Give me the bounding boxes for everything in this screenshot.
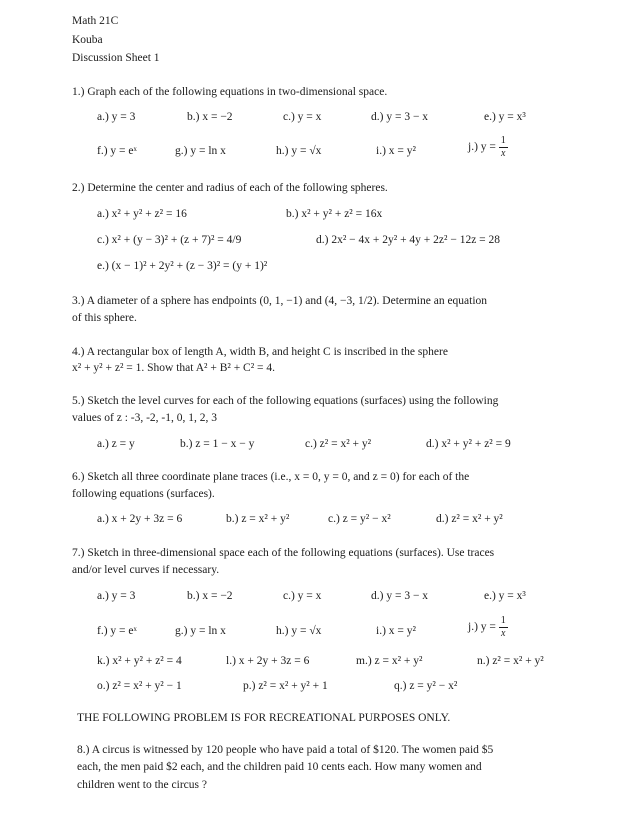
p7-item-j-prefix: j.) y = [468,621,496,634]
p7-item-j [468,616,508,639]
problem-8-line-2: each, the men paid $2 each, and the children paid 10 cents each. How many women and [77,761,482,773]
p2-item-e: e.) (x − 1)² + 2y² + (z − 3)² = (y + 1)² [97,260,268,272]
p2-item-c: c.) x² + (y − 3)² + (z + 7)² = 4/9 [97,234,242,246]
p2-item-d: d.) 2x² − 4x + 2y² + 4y + 2z² − 12z = 28 [316,234,501,246]
p7-item-m: m.) z = x² + y² [356,655,423,667]
p7-item-d: d.) y = 3 − x [371,590,429,602]
problem-6-line-2: following equations (surfaces). [72,488,215,500]
p5-item-d: d.) x² + y² + z² = 9 [426,438,511,450]
p7-item-n: n.) z² = x² + y² [477,655,544,667]
problem-7-line-1: 7.) Sketch in three-dimensional space each of the following equations (surfaces). Use traces [72,547,495,559]
p1-item-b: b.) x = −2 [187,111,233,123]
problem-8-line-3: children went to the circus ? [77,779,207,791]
problem-6-line-1: 6.) Sketch all three coordinate plane traces (i.e., x = 0, y = 0, and z = 0) for each of the [72,471,470,483]
p7-item-q: q.) z = y² − x² [394,680,458,692]
p7-item-a: a.) y = 3 [97,590,136,602]
p1-item-e: e.) y = x³ [484,111,526,123]
p7-item-h: h.) y = √x [276,625,322,637]
p1-item-j-prefix: j.) y = [468,141,496,154]
p1-item-j-numerator: 1 [500,135,506,146]
p1-item-g: g.) y = ln x [175,145,226,157]
problem-4-line-2: x² + y² + z² = 1. Show that A² + B² + C² = 4. [72,362,276,374]
p6-item-a: a.) x + 2y + 3z = 6 [97,513,183,525]
p7-item-p: p.) z² = x² + y² + 1 [243,680,328,692]
p2-item-a: a.) x² + y² + z² = 16 [97,208,187,220]
p1-item-j-fraction [499,136,508,159]
p1-item-j-denominator: x [501,148,506,159]
problem-4-line-1: 4.) A rectangular box of length A, width B, and height C is inscribed in the sphere [72,346,448,358]
p2-item-b: b.) x² + y² + z² = 16x [286,208,383,220]
problem-7-line-2: and/or level curves if necessary. [72,564,220,576]
p7-item-i: i.) x = y² [376,625,416,637]
p1-item-j [468,136,508,159]
p1-item-c: c.) y = x [283,111,322,123]
p7-item-j-numerator: 1 [500,615,506,626]
p1-item-f: f.) y = eˣ [97,145,137,157]
p1-item-d: d.) y = 3 − x [371,111,429,123]
p7-item-j-fraction [499,616,508,639]
p5-item-b: b.) z = 1 − x − y [180,438,255,450]
sheet-title: Discussion Sheet 1 [72,52,160,64]
p7-item-e: e.) y = x³ [484,590,526,602]
p5-item-c: c.) z² = x² + y² [305,438,372,450]
problem-8-line-1: 8.) A circus is witnessed by 120 people who have paid a total of $120. The women paid $5 [77,744,494,756]
p7-item-b: b.) x = −2 [187,590,233,602]
p1-item-a: a.) y = 3 [97,111,136,123]
p6-item-d: d.) z² = x² + y² [436,513,503,525]
problem-2-text: 2.) Determine the center and radius of each of the following spheres. [72,182,388,194]
problem-3-line-1: 3.) A diameter of a sphere has endpoints (0, 1, −1) and (4, −3, 1/2). Determine an equation [72,295,488,307]
p7-item-c: c.) y = x [283,590,322,602]
recreational-heading: THE FOLLOWING PROBLEM IS FOR RECREATIONAL PURPOSES ONLY. [77,712,451,724]
p7-item-j-denominator: x [501,628,506,639]
problem-3-line-2: of this sphere. [72,312,137,324]
p6-item-c: c.) z = y² − x² [328,513,391,525]
problem-5-line-1: 5.) Sketch the level curves for each of the following equations (surfaces) using the following [72,395,499,407]
course-title: Math 21C [72,15,119,27]
p1-item-i: i.) x = y² [376,145,416,157]
p7-item-k: k.) x² + y² + z² = 4 [97,655,182,667]
problem-5-line-2: values of z : -3, -2, -1, 0, 1, 2, 3 [72,412,217,424]
p7-item-l: l.) x + 2y + 3z = 6 [226,655,310,667]
p7-item-f: f.) y = eˣ [97,625,137,637]
p7-item-o: o.) z² = x² + y² − 1 [97,680,182,692]
problem-1-text: 1.) Graph each of the following equations in two-dimensional space. [72,86,388,98]
p5-item-a: a.) z = y [97,438,135,450]
instructor-name: Kouba [72,34,103,46]
p6-item-b: b.) z = x² + y² [226,513,290,525]
p7-item-g: g.) y = ln x [175,625,226,637]
p1-item-h: h.) y = √x [276,145,322,157]
